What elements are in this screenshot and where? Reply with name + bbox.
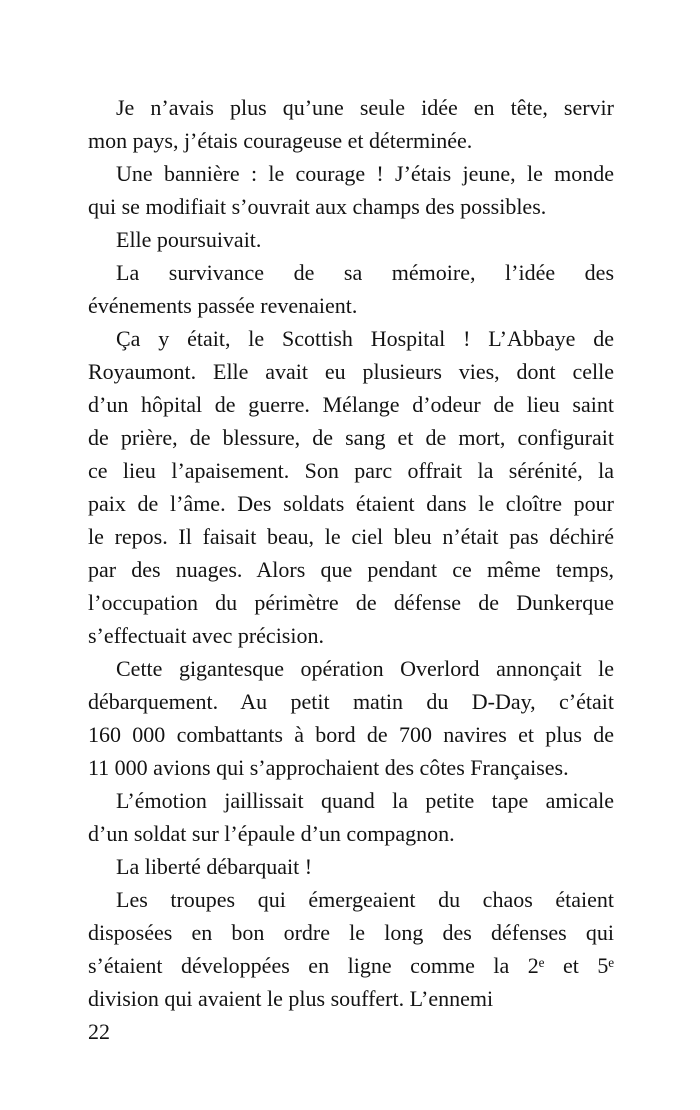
text-line: L’émotion jaillissait quand la petite tape amicale bbox=[116, 788, 614, 813]
paragraph bbox=[88, 91, 614, 157]
text-line: disposées en bon ordre le long des défenses qui bbox=[88, 920, 614, 945]
text-line: 11 000 avions qui s’approchaient des côtes Françaises. bbox=[88, 755, 569, 780]
text-line: d’un hôpital de guerre. Mélange d’odeur de lieu saint bbox=[88, 392, 614, 417]
page-number: 22 bbox=[88, 1019, 110, 1044]
paragraph bbox=[88, 223, 614, 256]
text-line: mon pays, j’étais courageuse et déterminée. bbox=[88, 128, 473, 153]
text-line: 160 000 combattants à bord de 700 navires et plus de bbox=[88, 722, 614, 747]
text-line: s’effectuait avec précision. bbox=[88, 623, 324, 648]
text-line: de prière, de blessure, de sang et de mort, configurait bbox=[88, 425, 614, 450]
text-line: La survivance de sa mémoire, l’idée des bbox=[116, 260, 614, 285]
paragraph bbox=[88, 883, 614, 1015]
text-line: paix de l’âme. Des soldats étaient dans le cloître pour bbox=[88, 491, 614, 516]
text-line: l’occupation du périmètre de défense de Dunkerque bbox=[88, 590, 614, 615]
text-line: Je n’avais plus qu’une seule idée en tête, servir bbox=[116, 95, 614, 120]
text-line: débarquement. Au petit matin du D-Day, c’était bbox=[88, 689, 614, 714]
text-line: Les troupes qui émergeaient du chaos étaient bbox=[116, 887, 614, 912]
text-line: par des nuages. Alors que pendant ce même temps, bbox=[88, 557, 614, 582]
text-line: le repos. Il faisait beau, le ciel bleu n’était pas déchiré bbox=[88, 524, 614, 549]
text-line: Cette gigantesque opération Overlord annonçait le bbox=[116, 656, 614, 681]
text-line: Elle poursuivait. bbox=[116, 227, 262, 252]
paragraph bbox=[88, 256, 614, 322]
text-line: Ça y était, le Scottish Hospital ! L’Abbaye de bbox=[116, 326, 614, 351]
paragraphs-container bbox=[88, 91, 614, 1015]
paragraph bbox=[88, 850, 614, 883]
text-line: d’un soldat sur l’épaule d’un compagnon. bbox=[88, 821, 455, 846]
text-line: Une bannière : le courage ! J’étais jeune, le monde bbox=[116, 161, 614, 186]
text-line: ce lieu l’apaisement. Son parc offrait la sérénité, la bbox=[88, 458, 614, 483]
paragraph bbox=[88, 157, 614, 223]
text-line: Royaumont. Elle avait eu plusieurs vies, dont celle bbox=[88, 359, 614, 384]
text-line: s’étaient développées en ligne comme la 2ᵉ et 5ᵉ bbox=[88, 953, 614, 978]
text-line: division qui avaient le plus souffert. L’ennemi bbox=[88, 986, 494, 1011]
paragraph bbox=[88, 652, 614, 784]
text-line: événements passée revenaient. bbox=[88, 293, 358, 318]
page-text-block bbox=[88, 91, 614, 1048]
text-line: La liberté débarquait ! bbox=[116, 854, 313, 879]
paragraph bbox=[88, 784, 614, 850]
paragraph bbox=[88, 322, 614, 652]
text-line: qui se modifiait s’ouvrait aux champs des possibles. bbox=[88, 194, 547, 219]
